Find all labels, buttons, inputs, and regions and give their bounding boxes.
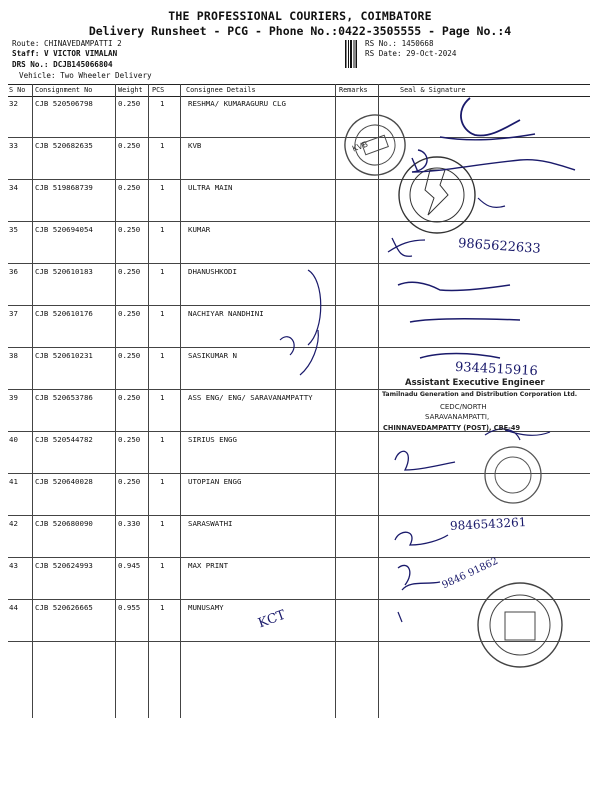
column-divider	[32, 84, 33, 718]
row-weight: 0.250	[118, 225, 141, 234]
row-consignment-no: CJB 520626665	[35, 603, 93, 612]
row-sno: 41	[9, 477, 18, 486]
row-consignment-no: CJB 520694054	[35, 225, 93, 234]
row-consignment-no: CJB 520682635	[35, 141, 93, 150]
row-consignment-no: CJB 520624993	[35, 561, 93, 570]
row-weight: 0.250	[118, 141, 141, 150]
handwritten-note-43: 9846 91862	[440, 555, 500, 592]
barcode-icon	[345, 40, 357, 68]
table-row	[8, 431, 590, 474]
row-consignment-no: CJB 520610176	[35, 309, 93, 318]
row-consignment-no: CJB 520506798	[35, 99, 93, 108]
row-consignee: KVB	[188, 141, 202, 150]
row-pcs: 1	[160, 435, 165, 444]
table-row	[8, 137, 590, 180]
row-sno: 43	[9, 561, 18, 570]
row-consignee: DHANUSHKODI	[188, 267, 237, 276]
table-row	[8, 473, 590, 516]
row-consignment-no: CJB 520653786	[35, 393, 93, 402]
aee-stamp-line4: SARAVANAMPATTI,	[425, 413, 490, 421]
row-pcs: 1	[160, 225, 165, 234]
route-label: Route: CHINAVEDAMPATTI 2	[12, 39, 122, 48]
row-weight: 0.250	[118, 393, 141, 402]
company-title: THE PROFESSIONAL COURIERS, COIMBATORE	[168, 9, 432, 23]
column-divider	[180, 84, 181, 718]
table-row	[8, 599, 590, 642]
column-divider	[148, 84, 149, 718]
row-consignment-no: CJB 519868739	[35, 183, 93, 192]
row-pcs: 1	[160, 351, 165, 360]
row-sno: 38	[9, 351, 18, 360]
row-consignee: SASIKUMAR N	[188, 351, 237, 360]
table-row	[8, 263, 590, 306]
row-weight: 0.250	[118, 99, 141, 108]
row-pcs: 1	[160, 519, 165, 528]
row-consignment-no: CJB 520640028	[35, 477, 93, 486]
row-weight: 0.250	[118, 435, 141, 444]
staff-label: Staff: V VICTOR VIMALAN	[12, 49, 118, 58]
table-row	[8, 557, 590, 600]
row-pcs: 1	[160, 561, 165, 570]
row-weight: 0.250	[118, 267, 141, 276]
col-seal: Seal & Signature	[400, 86, 466, 94]
row-sno: 44	[9, 603, 18, 612]
row-consignee: RESHMA/ KUMARAGURU CLG	[188, 99, 286, 108]
row-consignee: KUMAR	[188, 225, 211, 234]
aee-stamp-line3: CEDC/NORTH	[440, 403, 487, 411]
row-consignee: SIRIUS ENGG	[188, 435, 237, 444]
row-pcs: 1	[160, 141, 165, 150]
row-sno: 33	[9, 141, 18, 150]
row-consignment-no: CJB 520610231	[35, 351, 93, 360]
table-row	[8, 95, 590, 138]
col-pcs: PCS	[152, 86, 165, 94]
row-sno: 36	[9, 267, 18, 276]
bank-stamp-text: KVB	[350, 139, 370, 154]
row-consignment-no: CJB 520544782	[35, 435, 93, 444]
col-weight: Weight	[118, 86, 143, 94]
row-sno: 37	[9, 309, 18, 318]
row-sno: 35	[9, 225, 18, 234]
col-remarks: Remarks	[339, 86, 368, 94]
row-pcs: 1	[160, 477, 165, 486]
row-pcs: 1	[160, 183, 165, 192]
row-weight: 0.250	[118, 351, 141, 360]
aee-stamp-line1: Assistant Executive Engineer	[405, 378, 545, 388]
col-consignment: Consignment No	[35, 86, 93, 94]
row-weight: 0.250	[118, 477, 141, 486]
handwritten-note-44: KCT	[256, 607, 288, 632]
column-divider	[115, 84, 116, 718]
row-consignee: SARASWATHI	[188, 519, 233, 528]
column-divider	[378, 84, 379, 718]
row-weight: 0.945	[118, 561, 141, 570]
row-sno: 34	[9, 183, 18, 192]
runsheet-header	[0, 0, 600, 84]
aee-stamp-line2: Tamilnadu Generation and Distribution Corporation Ltd.	[382, 391, 578, 398]
row-consignee: MAX PRINT	[188, 561, 229, 570]
row-consignee: NACHIYAR NANDHINI	[188, 309, 264, 318]
row-consignee: ULTRA MAIN	[188, 183, 233, 192]
row-consignment-no: CJB 520610183	[35, 267, 93, 276]
row-consignee: MUNUSAMY	[188, 603, 224, 612]
aee-stamp-line5: CHINNAVEDAMPATTY (POST), CBE-49	[383, 424, 521, 432]
handwritten-phone-38: 9344515916	[454, 359, 539, 380]
drs-number: DRS No.: DCJB145066804	[12, 60, 113, 69]
col-consignee: Consignee Details	[186, 86, 256, 94]
table-row	[8, 305, 590, 348]
rs-number: RS No.: 1450668	[365, 39, 434, 48]
rs-date: RS Date: 29-Oct-2024	[365, 49, 457, 58]
row-sno: 42	[9, 519, 18, 528]
row-weight: 0.250	[118, 183, 141, 192]
handwritten-phone-42: 9846543261	[449, 515, 527, 533]
row-weight: 0.250	[118, 309, 141, 318]
row-pcs: 1	[160, 99, 165, 108]
row-pcs: 1	[160, 309, 165, 318]
row-sno: 32	[9, 99, 18, 108]
column-divider	[335, 84, 336, 718]
runsheet-title: Delivery Runsheet - PCG - Phone No.:0422-3505555 - Page No.:4	[88, 24, 512, 38]
table-row	[8, 179, 590, 222]
row-weight: 0.955	[118, 603, 141, 612]
row-pcs: 1	[160, 267, 165, 276]
row-sno: 40	[9, 435, 18, 444]
row-sno: 39	[9, 393, 18, 402]
row-consignment-no: CJB 520680090	[35, 519, 93, 528]
handwritten-phone-35: 9865622633	[457, 236, 542, 257]
col-sno: S No	[9, 86, 26, 94]
row-weight: 0.330	[118, 519, 141, 528]
row-consignee: UTOPIAN ENGG	[188, 477, 242, 486]
row-consignee: ASS ENG/ ENG/ SARAVANAMPATTY	[188, 393, 313, 402]
vehicle-label: Vehicle: Two Wheeler Delivery	[19, 71, 152, 80]
row-pcs: 1	[160, 603, 165, 612]
row-pcs: 1	[160, 393, 165, 402]
